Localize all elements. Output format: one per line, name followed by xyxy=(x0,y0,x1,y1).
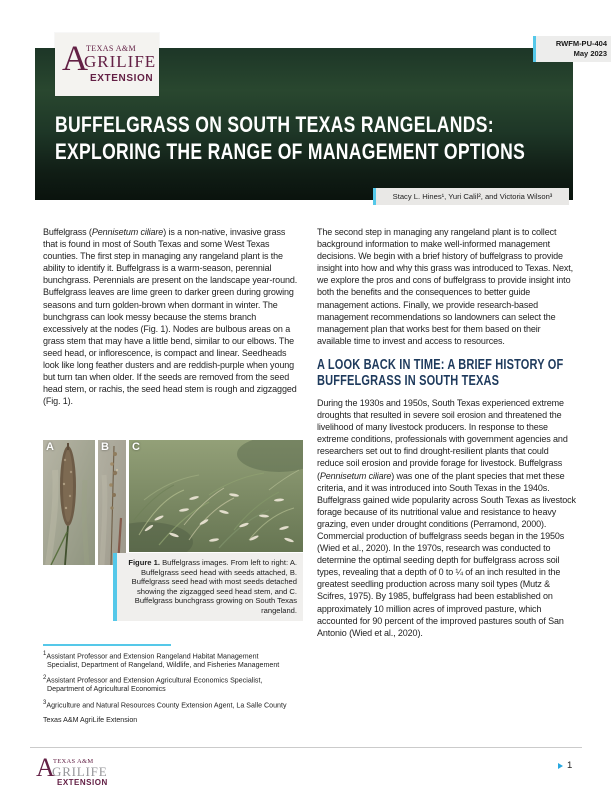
figure-photo-seedhead-attached xyxy=(43,440,95,565)
page-title-line1: BUFFELGRASS ON SOUTH TEXAS RANGELANDS: xyxy=(55,112,494,137)
footnote-3-marker: 3 xyxy=(43,699,47,706)
section-heading-line2: BUFFELGRASS IN SOUTH TEXAS xyxy=(317,373,500,390)
figure-caption xyxy=(113,553,303,621)
figure-photo-bunchgrass xyxy=(129,440,303,552)
footnote-2-text: Assistant Professor and Extension Agricultural Economics Specialist, Department of Agricultural Economics xyxy=(46,676,263,694)
history-species-name: Pennisetum ciliare xyxy=(319,470,392,481)
bunchgrass-image xyxy=(129,440,303,552)
intro-species-name: Pennisetum ciliare xyxy=(91,227,164,237)
seedhead-attached-image xyxy=(43,440,95,565)
page-number xyxy=(558,760,572,771)
logo-extension: EXTENSION xyxy=(90,73,154,84)
figure-1 xyxy=(43,440,303,621)
history-paragraph xyxy=(317,397,576,639)
publication-badge xyxy=(533,36,611,62)
footer-logo-big-a: A xyxy=(36,753,55,782)
section-heading-history xyxy=(317,357,576,390)
overview-paragraph: The second step in managing any rangeland plant is to collect background information to make well-informed management decisions. We begin with a brief history of buffelgrass to provide insight into how and why this grass was introduced to Texas. Next, we explore the pros and cons of buffelgrass to provide insight into both the benefits and the consequences to better guide management actions. Finally, we provide research-based management recommendations so landowners can select the management plan that works best for them based on their available time to invest and access to resources. xyxy=(317,227,574,346)
figure-label-a: A xyxy=(46,441,54,453)
intro-paragraph xyxy=(43,226,302,407)
logo-big-a: A xyxy=(62,38,88,78)
figure-caption-text: Buffelgrass images. From left to right: A. Buffelgrass seed head with seeds attached, B. Buffelgrass seed head with most seeds detached showing the zigzagged seed head stem, and C. Buffelgrass bunchgrass growing on South Texas rangeland. xyxy=(131,558,297,615)
footnote-1-marker: 1 xyxy=(43,651,47,657)
publication-number: RWFM-PU-404 xyxy=(555,39,607,48)
intro-pre: Buffelgrass ( xyxy=(43,227,92,237)
footer-logo-texas-am: TEXAS A&M xyxy=(53,758,94,765)
footer-logo-agrilife: GRILIFE xyxy=(52,764,108,779)
figure-label-c: C xyxy=(132,441,140,453)
agrilife-extension-logo xyxy=(55,33,159,96)
footer-divider xyxy=(30,747,582,748)
footnotes xyxy=(43,644,287,729)
footnote-3-text: Agriculture and Natural Resources County Extension Agent, La Salle County xyxy=(46,700,287,709)
left-column xyxy=(43,226,302,407)
figure-caption-label: Figure 1. xyxy=(128,558,160,567)
history-pre: During the 1930s and 1950s, South Texas experienced extreme droughts that resulted in severe soil erosion and threatened the livelihood of many livestock producers. In response to these extreme conditions, professionals with government agencies and researchers set out to find drought-resilient plants that could reduce soil erosion and provide forage for livestock. Buffelgrass ( xyxy=(317,397,568,481)
footnote-3 xyxy=(43,699,287,710)
authors-text: Stacy L. Hines¹, Yuri Calil², and Victoria Wilson³ xyxy=(392,192,553,201)
figure-photo-seedhead-detached xyxy=(98,440,126,565)
page-number-value: 1 xyxy=(567,760,573,771)
right-column xyxy=(317,226,576,639)
footnote-1 xyxy=(43,650,287,670)
authors-strip xyxy=(373,188,569,205)
footnote-divider xyxy=(43,644,171,646)
figure-label-b: B xyxy=(101,441,109,453)
intro-post: ) is a non-native, invasive grass that is found in most of South Texas and some West Texas counties. The first step in managing any rangeland plant is the ability to identify it. Buffelgrass is a warm-season, perennial bunchgrass. Perennials are present on the landscape year-round. Buffelgrass leaves are lime green to darker green during growing seasons and turn golden-brown when dormant in winter. The bunchgrass can look messy because the stems branch excessively at the nodes (Fig. 1). Nodes are bulbous areas on a grass stem that may have a little bend, similar to our elbows. The seed head, or inflorescence, is compact and linear. Seedheads look like long feather dusters and are reddish-purple when young but turn tan when older. If the seeds are removed from the seed head stem, or rachis, the seed head stem is rough and zigzagged (Fig. 1). xyxy=(43,227,298,407)
history-post: ) was one of the plant species that met these criteria, and it was introduced into South Texas in the 1940s. Buffelgrass gained wide popularity across South Texas as livestock forage because of its nutritional value and resistance to heavy grazing, even under drought conditions (Perramond, 2000). Commercial production of buffelgrass seeds began in the 1950s (Wied et al., 2020). In the 1970s, research was conducted to determine the optimal seeding depth for buffelgrass across soil types, revealing that a depth of 0 to ¼ of an inch resulted in the greatest seedling production across many soil types (Mutz & Scifres, 1975). By 1985, buffelgrass had been established on approximately 10 million acres of improved pasture, which accounted for 90 percent of the improved pastures south of San Antonio (Wied et al., 2020). xyxy=(317,470,576,638)
page-marker-icon xyxy=(558,763,563,769)
footer-agrilife-logo xyxy=(36,752,126,788)
footnote-2 xyxy=(43,674,287,694)
footnote-2-marker: 2 xyxy=(43,675,47,682)
page-title-line2: EXPLORING THE RANGE OF MANAGEMENT OPTIONS xyxy=(55,139,526,164)
affiliation-line: Texas A&M AgriLife Extension xyxy=(43,715,138,724)
footer-logo-extension: EXTENSION xyxy=(57,778,108,787)
page-title xyxy=(55,111,612,165)
logo-agrilife: GRILIFE xyxy=(84,52,157,71)
logo-texas-am: TEXAS A&M xyxy=(86,44,137,53)
seedhead-detached-image xyxy=(98,440,126,565)
publication-date: May 2023 xyxy=(573,48,607,58)
section-heading-line1: A LOOK BACK IN TIME: A BRIEF HISTORY OF xyxy=(317,356,564,373)
footnote-1-text: Assistant Professor and Extension Rangeland Habitat Management Specialist, Department of Rangeland, Wildlife, and Fisheries Management xyxy=(46,652,280,670)
